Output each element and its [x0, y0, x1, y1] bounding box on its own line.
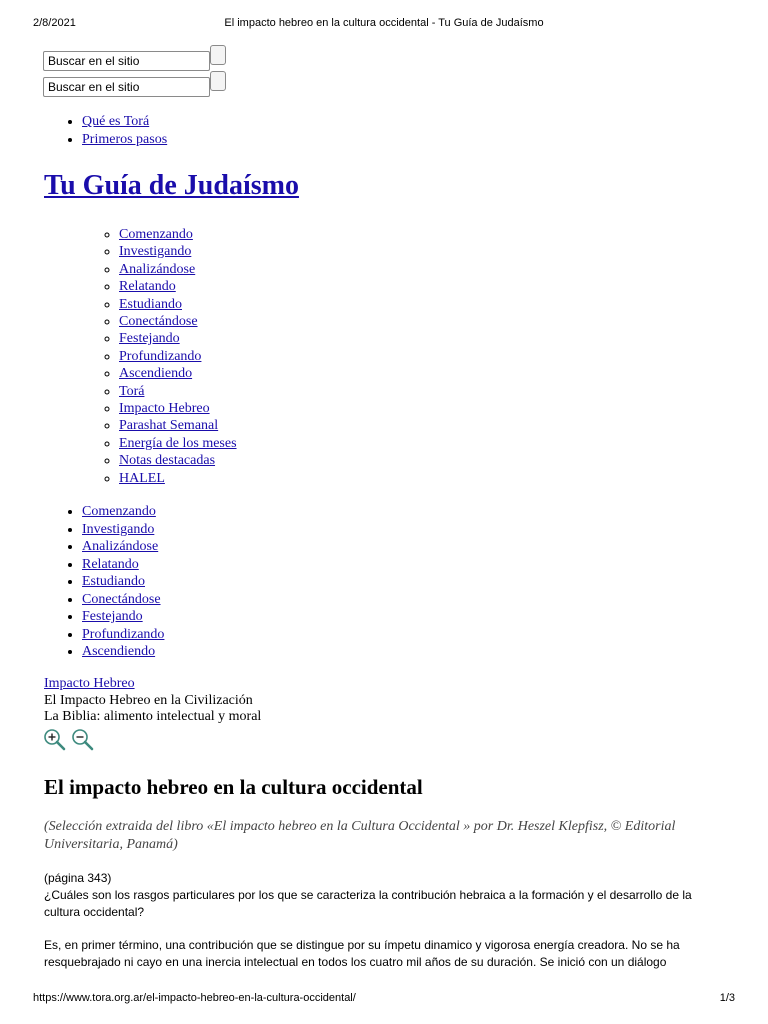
nav-main-estudiando[interactable]: Estudiando — [82, 574, 145, 589]
nav-sub-impacto-hebreo[interactable]: Impacto Hebreo — [119, 401, 210, 417]
nav-sub-estudiando[interactable]: Estudiando — [119, 296, 182, 312]
breadcrumb-link-impacto-hebreo[interactable]: Impacto Hebreo — [44, 676, 135, 691]
nav-sub-festejando[interactable]: Festejando — [119, 331, 180, 347]
print-url: https://www.tora.org.ar/el-impacto-hebreo-en-la-cultura-occidental/ — [33, 992, 356, 1004]
nav-main-profundizando[interactable]: Profundizando — [82, 626, 165, 642]
nav-main-festejando[interactable]: Festejando — [82, 609, 143, 624]
list-item — [119, 348, 237, 365]
nav-main-conectandose[interactable]: Conectándose — [82, 591, 161, 607]
nav-main-comenzando[interactable]: Comenzando — [82, 504, 156, 519]
nav-sub-ascendiendo[interactable]: Ascendiendo — [119, 366, 193, 382]
link-que-es-tora[interactable]: Qué es Torá — [82, 114, 150, 129]
list-item — [119, 383, 237, 400]
list-item — [82, 521, 164, 539]
list-item — [82, 113, 167, 131]
nav-sub-halel[interactable]: HALEL — [119, 470, 165, 486]
list-item — [119, 226, 237, 243]
list-item — [82, 643, 164, 661]
nav-main-analizandose[interactable]: Analizándose — [82, 539, 159, 554]
list-item — [119, 400, 237, 417]
list-item — [119, 261, 237, 278]
list-item — [119, 296, 237, 313]
search-form — [43, 51, 210, 71]
list-item — [119, 435, 237, 452]
print-footer — [0, 992, 768, 1006]
site-title — [44, 168, 299, 204]
nav-main — [64, 503, 164, 661]
nav-sub-relatando[interactable]: Relatando — [119, 279, 176, 295]
article-paragraph: Es, en primer término, una contribución que se distingue por su ímpetu dinamico y vigorosa energía creadora. No se ha resquebrajado ni cayo en una inercia intelectual en todos los cuatro mil años de su duración. Se inició con un diálogo — [44, 938, 680, 969]
nav-main-investigando[interactable]: Investigando — [82, 521, 155, 537]
article-title: El impacto hebreo en la cultura occidental — [44, 775, 423, 799]
list-item — [119, 470, 237, 487]
nav-sub-profundizando[interactable]: Profundizando — [119, 348, 202, 364]
list-item — [82, 626, 164, 644]
list-item — [119, 313, 237, 330]
search-button[interactable] — [210, 45, 226, 65]
print-page-number: 1/3 — [719, 992, 735, 1004]
list-item — [119, 365, 237, 382]
print-title: El impacto hebreo en la cultura occidental - Tu Guía de Judaísmo — [224, 17, 544, 29]
list-item — [119, 452, 237, 469]
list-item — [82, 556, 164, 574]
nav-main-relatando[interactable]: Relatando — [82, 556, 139, 572]
nav-sub-analizandose[interactable]: Analizándose — [119, 261, 196, 277]
nav-sub — [101, 226, 237, 487]
breadcrumb-item: La Biblia: alimento intelectual y moral — [44, 709, 262, 724]
list-item — [119, 243, 237, 260]
nav-sub-tora[interactable]: Torá — [119, 383, 145, 399]
print-date: 2/8/2021 — [33, 17, 76, 29]
search-input-secondary[interactable] — [43, 77, 210, 97]
list-item — [119, 417, 237, 434]
zoom-in-icon[interactable] — [43, 728, 67, 752]
list-item — [119, 330, 237, 347]
nav-sub-parashat-semanal[interactable]: Parashat Semanal — [119, 418, 219, 434]
zoom-controls — [43, 728, 95, 752]
list-item — [82, 591, 164, 609]
article-lead: (Selección extraida del libro «El impacto hebreo en la Cultura Occidental » por Dr. Heszel Klepfisz, © Editorial Universitaria, Panamá) — [44, 819, 676, 852]
zoom-out-icon[interactable] — [71, 728, 95, 752]
page-reference: (página 343) — [44, 871, 112, 885]
search-button-secondary[interactable] — [210, 71, 226, 91]
nav-sub-conectandose[interactable]: Conectándose — [119, 314, 198, 330]
list-item — [82, 608, 164, 626]
nav-sub-investigando[interactable]: Investigando — [119, 244, 192, 260]
nav-sub-comenzando[interactable]: Comenzando — [119, 227, 193, 242]
link-primeros-pasos[interactable]: Primeros pasos — [82, 131, 168, 147]
nav-sub-notas-destacadas[interactable]: Notas destacadas — [119, 453, 216, 469]
print-header — [0, 17, 768, 31]
nav-main-ascendiendo[interactable]: Ascendiendo — [82, 644, 156, 659]
top-links — [64, 113, 167, 148]
site-title-link[interactable]: Tu Guía de Judaísmo — [44, 170, 299, 201]
list-item — [82, 131, 167, 149]
list-item — [82, 503, 164, 521]
list-item — [119, 278, 237, 295]
search-input[interactable] — [43, 51, 210, 71]
search-form-secondary — [43, 77, 210, 97]
article-question: ¿Cuáles son los rasgos particulares por los que se caracteriza la contribución hebraica a la formación y el desarrollo de la cultura occidental? — [44, 888, 692, 919]
list-item — [82, 538, 164, 556]
breadcrumb — [44, 676, 261, 726]
breadcrumb-item: El Impacto Hebreo en la Civilización — [44, 692, 253, 708]
nav-sub-energia-meses[interactable]: Energía de los meses — [119, 435, 237, 451]
list-item — [82, 573, 164, 591]
